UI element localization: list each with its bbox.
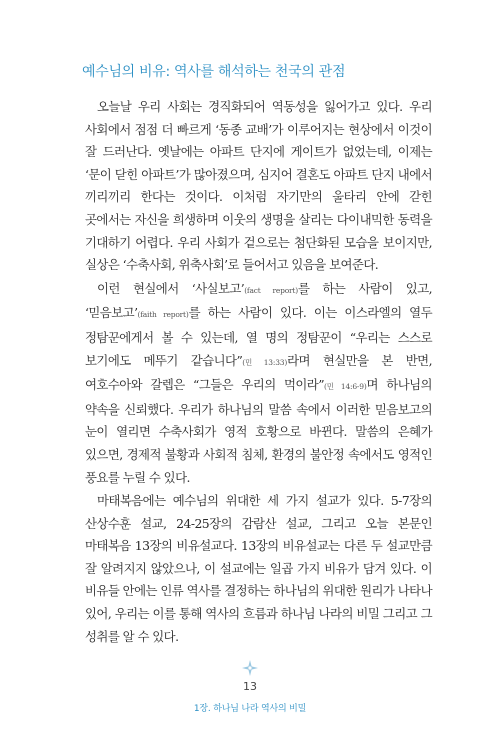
citation: (민 13:33) (242, 357, 288, 367)
paragraph (85, 96, 432, 277)
text-run: 마태복음에는 예수님의 위대한 세 가지 설교가 있다. 5-7장의 산상수훈 설교, 24-25장의 감람산 설교, 그리고 오늘 본문인 마태복음 13장의 비유설교다. 13장의 비유설교는 다른 두 설교만큼 잘 알려지지 않았으나, 이 설교에는 일곱 가지 비유가 담겨 있다. 이 비유들 안에는 인류 역사를 결정하는 하나님의 위대한 원리가 나타나 있어, 우리는 이를 통해 역사의 흐름과 하나님 나라의 비밀 그리고 그 성취를 알 수 있다. (85, 493, 432, 644)
diamond-ornament-icon (242, 660, 258, 676)
paragraph (85, 490, 432, 648)
text-run: 를 하는 사람이 있고, ‘믿음보고’ (85, 280, 433, 321)
page-number: 13 (243, 680, 257, 693)
body-text (85, 96, 432, 648)
citation: (fact report) (244, 285, 298, 295)
text-run: 라며 현실만을 본 반면, 여호수아와 갈렙은 “그들은 우리의 먹이라” (85, 352, 432, 393)
text-run: 를 하는 사람이 있다. 이는 이스라엘의 열두 정탐꾼에게서 볼 수 있는데, 열 명의 정탐꾼이 “우리는 스스로 보기에도 메뚜기 같습니다” (85, 305, 432, 368)
paragraph (85, 278, 432, 489)
text-run: 오늘날 우리 사회는 경직화되어 역동성을 잃어가고 있다. 우리 사회에서 점점 더 빠르게 ‘동종 교배’가 이루어지는 현상에서 이것이 잘 드러난다. 옛날에는 아파트 단지에 게이트가 없었는데, 이제는 ‘문이 닫힌 아파트’가 많아졌으며, 심지어 결혼도 아파트 단지 내에서 끼리끼리 한다는 것이다. 이처럼 자기만의 울타리 안에 갇힌 곳에서는 자신을 희생하며 이웃의 생명을 살리는 다이내믹한 동력을 기대하기 어렵다. 우리 사회가 겉으로는 첨단화된 모습을 보이지만, 실상은 ‘수축사회, 위축사회’로 들어서고 있음을 보여준다. (85, 99, 432, 273)
text-run: 이런 현실에서 ‘사실보고’ (97, 280, 245, 296)
text-run: 며 하나님의 약속을 신뢰했다. 우리가 하나님의 말씀 속에서 이러한 믿음보고의 눈이 열리면 수축사회가 영적 호황으로 바뀐다. 말씀의 은혜가 있으면, 경제적 불황과 사회적 침체, 환경의 불안정 속에서도 영적인 풍요를 누릴 수 있다. (85, 377, 432, 485)
citation: (faith report) (137, 310, 189, 320)
section-heading: 예수님의 비유: 역사를 해석하는 천국의 관점 (82, 64, 346, 80)
running-footer: 1장. 하나님 나라 역사의 비밀 (193, 704, 307, 714)
citation: (민 14:6-9) (323, 382, 367, 392)
